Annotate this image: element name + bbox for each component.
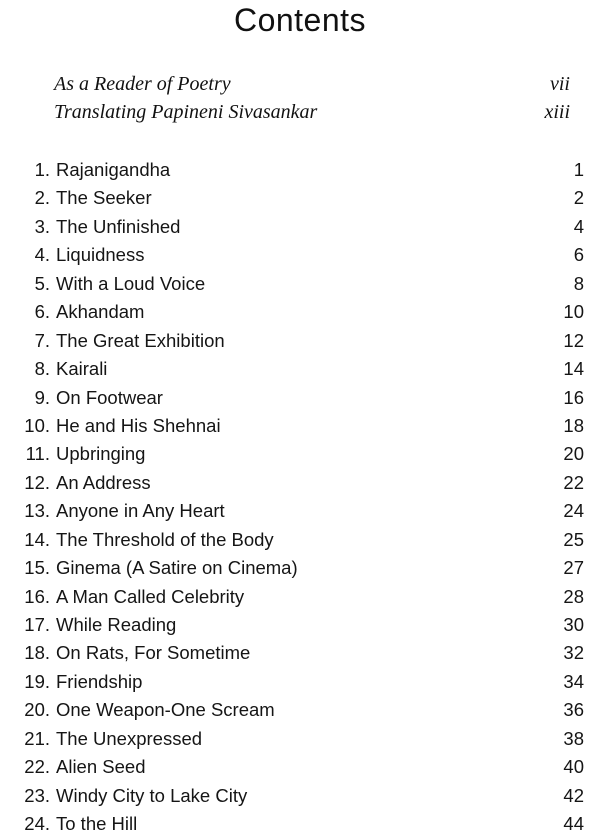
- entry-number: 10.: [24, 414, 50, 436]
- entry-title: The Unfinished: [56, 215, 181, 237]
- entry-page-number: 24: [563, 500, 584, 522]
- entry-number: 13.: [24, 500, 50, 522]
- entry-title: Anyone in Any Heart: [56, 500, 225, 522]
- entry-title: To the Hill: [56, 813, 138, 835]
- contents-entry: [0, 213, 600, 241]
- entry-number: 5.: [34, 272, 50, 294]
- contents-entry: [0, 270, 600, 298]
- entry-title: The Great Exhibition: [56, 329, 225, 351]
- entry-number: 8.: [34, 358, 50, 380]
- contents-entry: [0, 412, 600, 440]
- entry-title: One Weapon-One Scream: [56, 699, 275, 721]
- contents-entry: [0, 156, 600, 184]
- front-matter-label: As a Reader of Poetry: [54, 73, 231, 95]
- contents-entry: [0, 583, 600, 611]
- entry-number: 6.: [34, 301, 50, 323]
- front-matter-page: vii: [550, 73, 570, 95]
- entry-title: The Seeker: [56, 187, 152, 209]
- contents-entry: [0, 639, 600, 667]
- entry-title: On Footwear: [56, 386, 163, 408]
- entry-page-number: 42: [563, 784, 584, 806]
- entry-title: On Rats, For Sometime: [56, 642, 251, 664]
- entry-page-number: 44: [563, 813, 584, 835]
- entry-number: 23.: [24, 784, 50, 806]
- entry-title: While Reading: [56, 614, 177, 635]
- entry-number: 20.: [24, 699, 50, 721]
- entry-number: 21.: [24, 727, 50, 749]
- entry-title: Rajanigandha: [56, 159, 171, 180]
- contents-entry: [0, 753, 600, 781]
- entry-title: The Threshold of the Body: [56, 528, 274, 550]
- entry-title: Windy City to Lake City: [56, 784, 248, 806]
- entry-page-number: 8: [573, 272, 584, 294]
- entry-title: Alien Seed: [56, 756, 146, 778]
- entry-title: With a Loud Voice: [56, 272, 206, 294]
- entry-page-number: 16: [563, 386, 584, 408]
- entry-number: 9.: [34, 386, 50, 408]
- entry-title: Ginema (A Satire on Cinema): [56, 557, 298, 579]
- contents-entry: [0, 782, 600, 810]
- entry-number: 16.: [24, 585, 50, 607]
- contents-entry: [0, 696, 600, 724]
- entry-page-number: 22: [563, 471, 584, 493]
- entry-number: 19.: [24, 670, 50, 692]
- entry-title: The Unexpressed: [56, 727, 203, 749]
- contents-entry: [0, 384, 600, 412]
- entry-number: 12.: [24, 471, 50, 493]
- entry-page-number: 30: [563, 614, 584, 635]
- contents-entry: [0, 554, 600, 582]
- entry-number: 14.: [24, 528, 50, 550]
- entry-number: 11.: [25, 443, 50, 465]
- contents-entry: [0, 355, 600, 383]
- entry-page-number: 25: [563, 528, 584, 550]
- front-matter-item: [54, 98, 570, 126]
- entry-page-number: 6: [573, 244, 584, 266]
- front-matter-item: [54, 70, 570, 98]
- contents-entry: [0, 184, 600, 212]
- entry-title: He and His Shehnai: [56, 414, 221, 436]
- front-matter-label: Translating Papineni Sivasankar: [54, 101, 318, 123]
- entry-title: An Address: [56, 471, 151, 493]
- entry-page-number: 10: [563, 301, 584, 323]
- entry-page-number: 4: [573, 215, 584, 237]
- entry-title: Liquidness: [56, 244, 145, 266]
- contents-entry: [0, 241, 600, 269]
- entry-number: 2.: [34, 187, 50, 209]
- entry-title: Akhandam: [56, 301, 145, 323]
- contents-entry: [0, 497, 600, 525]
- contents-entry: [0, 668, 600, 696]
- entry-page-number: 38: [563, 727, 584, 749]
- entry-page-number: 27: [563, 557, 584, 579]
- contents-list: [0, 156, 600, 839]
- entry-title: Kairali: [56, 358, 108, 380]
- entry-title: A Man Called Celebrity: [56, 585, 245, 607]
- contents-entry: [0, 327, 600, 355]
- entry-number: 3.: [34, 215, 50, 237]
- contents-entry: [0, 298, 600, 326]
- entry-number: 7.: [34, 329, 50, 351]
- page-title: Contents: [233, 2, 367, 38]
- entry-number: 17.: [24, 614, 50, 635]
- entry-page-number: 20: [563, 443, 584, 465]
- entry-number: 24.: [24, 813, 50, 835]
- entry-page-number: 18: [563, 414, 584, 436]
- entry-title: Friendship: [56, 670, 143, 692]
- entry-number: 15.: [24, 557, 50, 579]
- entry-page-number: 1: [573, 159, 584, 180]
- entry-number: 18.: [24, 642, 50, 664]
- entry-number: 4.: [34, 244, 50, 266]
- entry-page-number: 34: [563, 670, 584, 692]
- entry-page-number: 28: [563, 585, 584, 607]
- entry-number: 1.: [34, 159, 50, 180]
- front-matter-page: xiii: [544, 101, 570, 123]
- contents-entry: [0, 611, 600, 639]
- contents-entry: [0, 526, 600, 554]
- contents-entry: [0, 810, 600, 838]
- entry-title: Upbringing: [56, 443, 146, 465]
- entry-page-number: 2: [573, 187, 584, 209]
- entry-page-number: 40: [563, 756, 584, 778]
- entry-number: 22.: [24, 756, 50, 778]
- entry-page-number: 14: [563, 358, 584, 380]
- entry-page-number: 32: [563, 642, 584, 664]
- contents-entry: [0, 440, 600, 468]
- contents-entry: [0, 469, 600, 497]
- contents-entry: [0, 725, 600, 753]
- entry-page-number: 36: [563, 699, 584, 721]
- entry-page-number: 12: [563, 329, 584, 351]
